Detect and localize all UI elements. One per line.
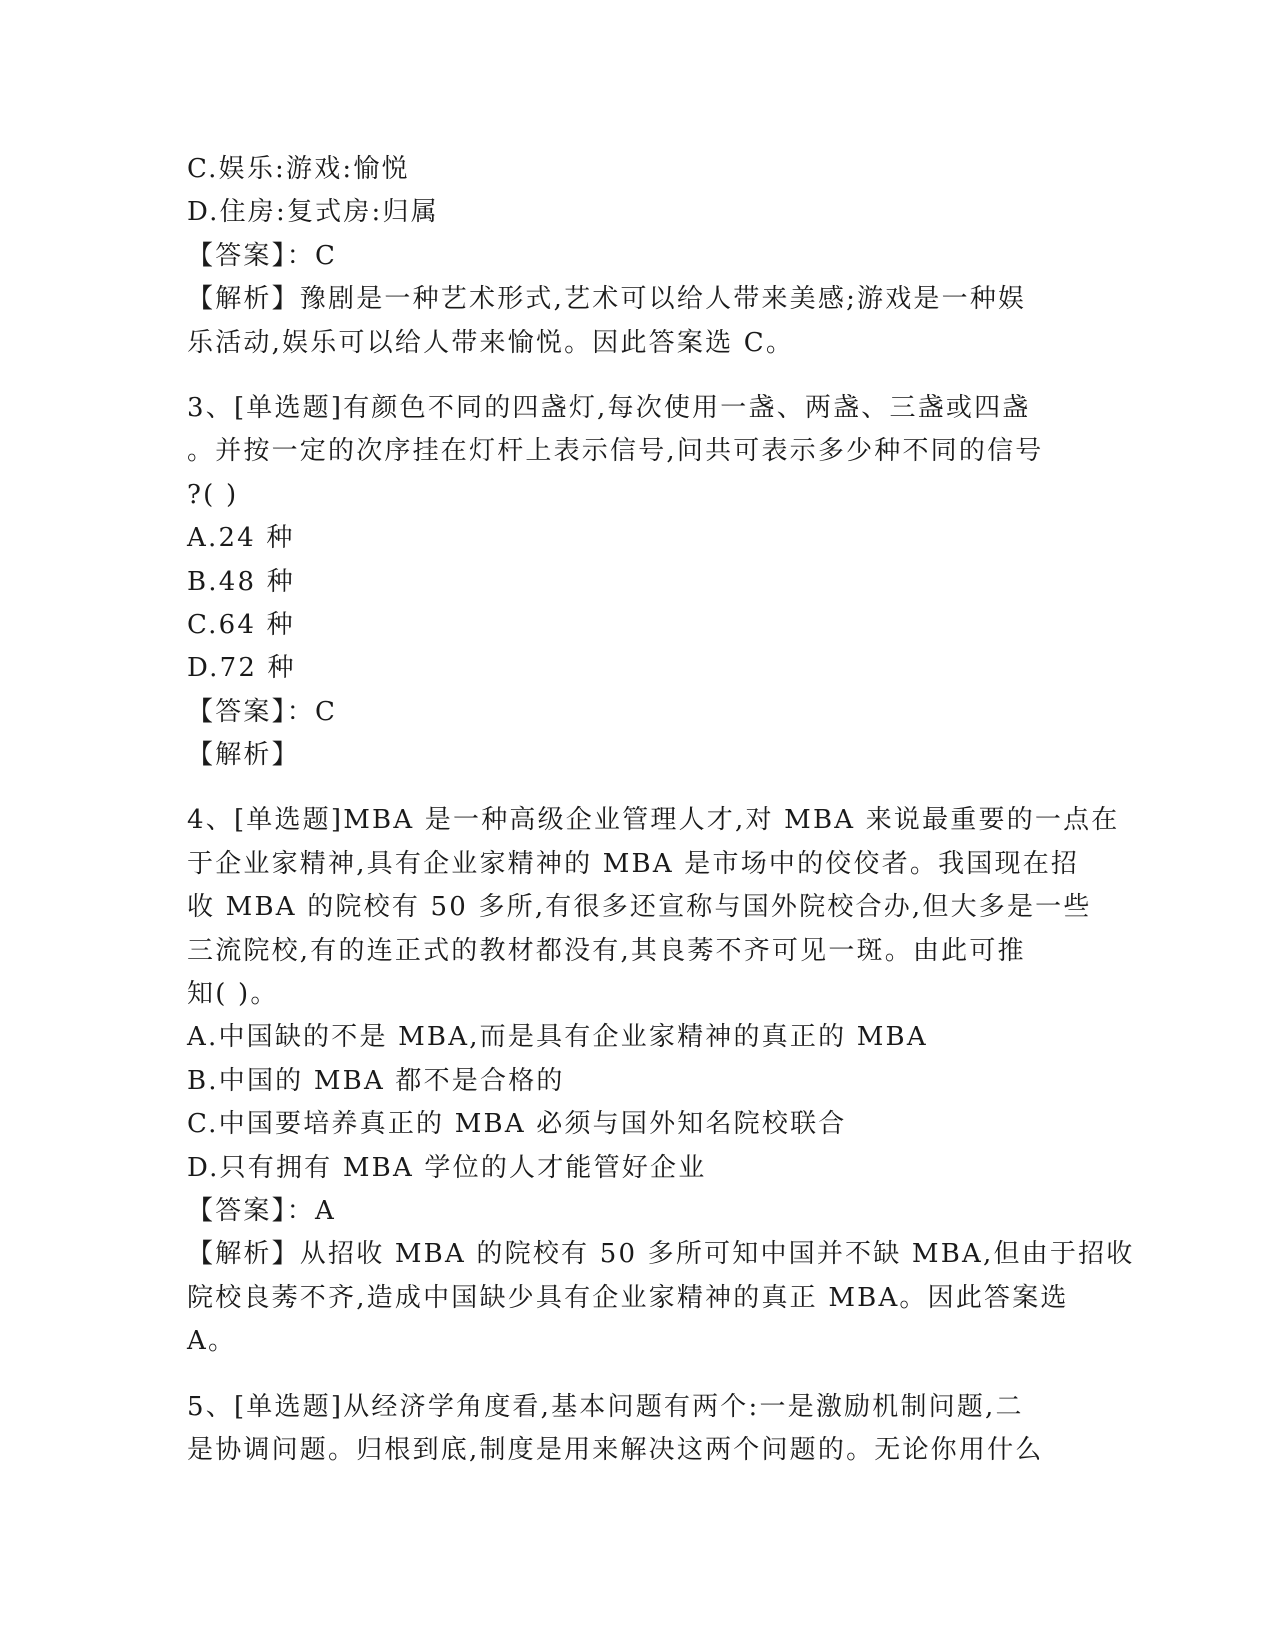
- q4-analysis-line-1: 【解析】从招收 MBA 的院校有 50 多所可知中国并不缺 MBA,但由于招收: [187, 1239, 1135, 1270]
- q4-option-a: A.中国缺的不是 MBA,而是具有企业家精神的真正的 MBA: [187, 1022, 928, 1053]
- q4-stem-line-3: 收 MBA 的院校有 50 多所,有很多还宣称与国外院校合办,但大多是一些: [187, 892, 1092, 923]
- q4-answer: 【答案】：A: [187, 1195, 336, 1226]
- q4-option-c: C.中国要培养真正的 MBA 必须与国外知名院校联合: [187, 1109, 847, 1140]
- q2-option-c: C.娱乐:游戏:愉悦: [187, 154, 410, 184]
- q4-stem-line-2: 于企业家精神,具有企业家精神的 MBA 是市场中的佼佼者。我国现在招: [187, 848, 1080, 879]
- q3-stem-line-1: 3、[单选题]有颜色不同的四盏灯,每次使用一盏、两盏、三盏或四盏: [187, 392, 1031, 423]
- q2-analysis-line-2: 乐活动,娱乐可以给人带来愉悦。因此答案选 C。: [187, 327, 795, 358]
- q3-option-b: B.48 种: [187, 566, 295, 597]
- question-gap: [187, 1364, 1087, 1386]
- q5-stem-line-1: 5、[单选题]从经济学角度看,基本问题有两个:一是激励机制问题,二: [187, 1391, 1024, 1422]
- q3-option-d: D.72 种: [187, 653, 296, 684]
- document-content: [187, 148, 1135, 1472]
- question-gap: [187, 777, 1087, 799]
- q4-option-d: D.只有拥有 MBA 学位的人才能管好企业: [187, 1152, 707, 1183]
- q2-analysis-line-1: 【解析】豫剧是一种艺术形式,艺术可以给人带来美感;游戏是一种娱: [187, 284, 1027, 315]
- q3-stem-line-3: ?( ): [187, 479, 239, 510]
- q4-stem-line-1: 4、[单选题]MBA 是一种高级企业管理人才,对 MBA 来说最重要的一点在: [187, 805, 1120, 836]
- q4-option-b: B.中国的 MBA 都不是合格的: [187, 1065, 565, 1096]
- q4-analysis-line-2: 院校良莠不齐,造成中国缺少具有企业家精神的真正 MBA。因此答案选: [187, 1282, 1069, 1313]
- q4-stem-line-5: 知( )。: [187, 979, 279, 1010]
- q3-stem-line-2: 。并按一定的次序挂在灯杆上表示信号,问共可表示多少种不同的信号: [187, 436, 1044, 467]
- q4-analysis-line-3: A。: [187, 1326, 237, 1357]
- question-gap: [187, 365, 1087, 387]
- q2-option-d: D.住房:复式房:归属: [187, 197, 439, 228]
- q3-option-c: C.64 种: [187, 609, 295, 640]
- q3-option-a: A.24 种: [187, 523, 295, 554]
- q3-analysis: 【解析】: [187, 740, 300, 771]
- q5-stem-line-2: 是协调问题。归根到底,制度是用来解决这两个问题的。无论你用什么: [187, 1434, 1044, 1465]
- q2-answer: 【答案】：C: [187, 240, 338, 271]
- q4-stem-line-4: 三流院校,有的连正式的教材都没有,其良莠不齐可见一斑。由此可推: [187, 935, 1026, 966]
- q3-answer: 【答案】：C: [187, 696, 338, 727]
